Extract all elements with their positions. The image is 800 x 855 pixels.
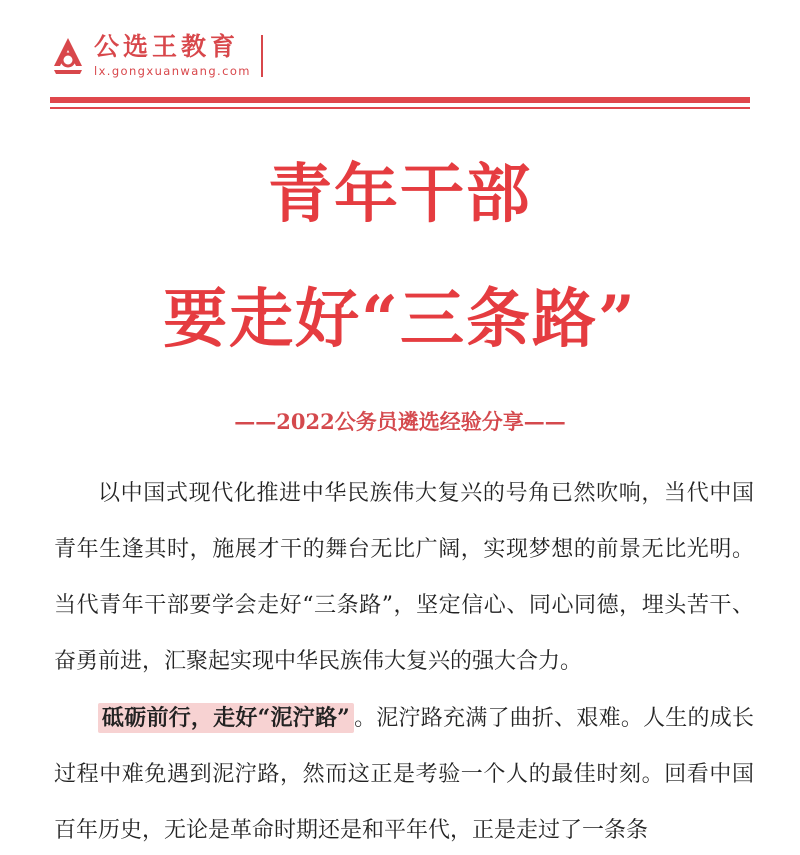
brand-name: 公选王教育 bbox=[94, 32, 240, 61]
article-paragraph-intro: 以中国式现代化推进中华民族伟大复兴的号角已然吹响，当代中国青年生逢其时，施展才干的舞台无比广阔，实现梦想的前景无比光明。当代青年干部要学会走好“三条路”，坚定信心、同心同德，埋头苦干、奋勇前进，汇聚起实现中华民族伟大复兴的强大合力。 bbox=[54, 481, 754, 674]
article-paragraph-muddy-road bbox=[54, 690, 754, 855]
highlighted-heading: 砥砺前行，走好“泥泞路” bbox=[98, 703, 354, 733]
brand-text bbox=[94, 33, 251, 79]
article-subtitle: ——2022公务员遴选经验分享—— bbox=[234, 409, 566, 434]
header-divider bbox=[261, 35, 263, 77]
brand-url: lx.gongxuanwang.com bbox=[94, 64, 251, 78]
gongxuanwang-logo-icon bbox=[50, 36, 86, 76]
article-title-line2: 要走好“三条路” bbox=[163, 282, 637, 357]
header-rule-thick bbox=[50, 97, 750, 103]
header-rule-thin bbox=[50, 107, 750, 109]
paragraph-body-text: 。泥泞路充满了曲折、艰难。人生的成长过程中难免遇到泥泞路，然而这正是考验一个人的最佳时刻。回看中国百年历史，无论是革命时期还是和平年代，正是走过了一条条 bbox=[54, 706, 754, 843]
article-title-line1: 青年干部 bbox=[268, 157, 532, 232]
brand-header bbox=[50, 28, 263, 84]
